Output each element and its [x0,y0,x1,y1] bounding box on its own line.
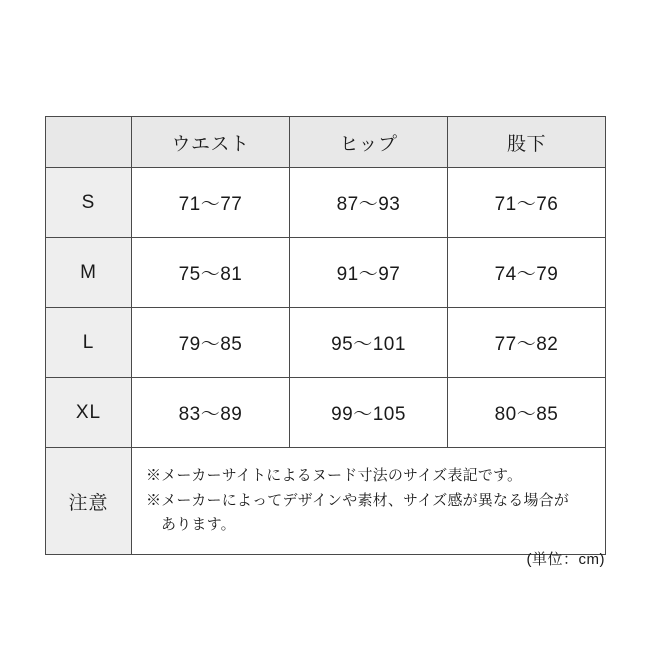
unit-note: (単位：cm) [526,551,605,568]
size-table-container [45,116,605,555]
cell-m-inseam: 74〜79 [448,238,606,308]
size-table [45,116,606,555]
table-header [46,117,606,168]
row-label-s: S [46,168,132,238]
cell-m-hip: 91〜97 [290,238,448,308]
row-label-xl: XL [46,378,132,448]
row-label-m: M [46,238,132,308]
cell-xl-inseam: 80〜85 [448,378,606,448]
cell-l-inseam: 77〜82 [448,308,606,378]
note-row [46,448,606,555]
table-row [46,378,606,448]
cell-s-hip: 87〜93 [290,168,448,238]
header-row [46,117,606,168]
header-cell-waist: ウエスト [132,117,290,168]
table-row [46,238,606,308]
header-corner-cell [46,117,132,168]
table-body [46,168,606,555]
cell-s-inseam: 71〜76 [448,168,606,238]
header-cell-inseam: 股下 [448,117,606,168]
note-line-2: ※メーカーによってデザインや素材、サイズ感が異なる場合が [146,491,570,509]
note-body [132,448,606,555]
note-line-3: あります。 [161,516,236,534]
cell-xl-hip: 99〜105 [290,378,448,448]
cell-l-hip: 95〜101 [290,308,448,378]
cell-xl-waist: 83〜89 [132,378,290,448]
cell-l-waist: 79〜85 [132,308,290,378]
table-row [46,308,606,378]
header-cell-hip: ヒップ [290,117,448,168]
note-line-1: ※メーカーサイトによるヌード寸法のサイズ表記です。 [146,466,523,484]
cell-m-waist: 75〜81 [132,238,290,308]
table-row [46,168,606,238]
row-label-l: L [46,308,132,378]
cell-s-waist: 71〜77 [132,168,290,238]
note-label: 注意 [46,448,132,555]
